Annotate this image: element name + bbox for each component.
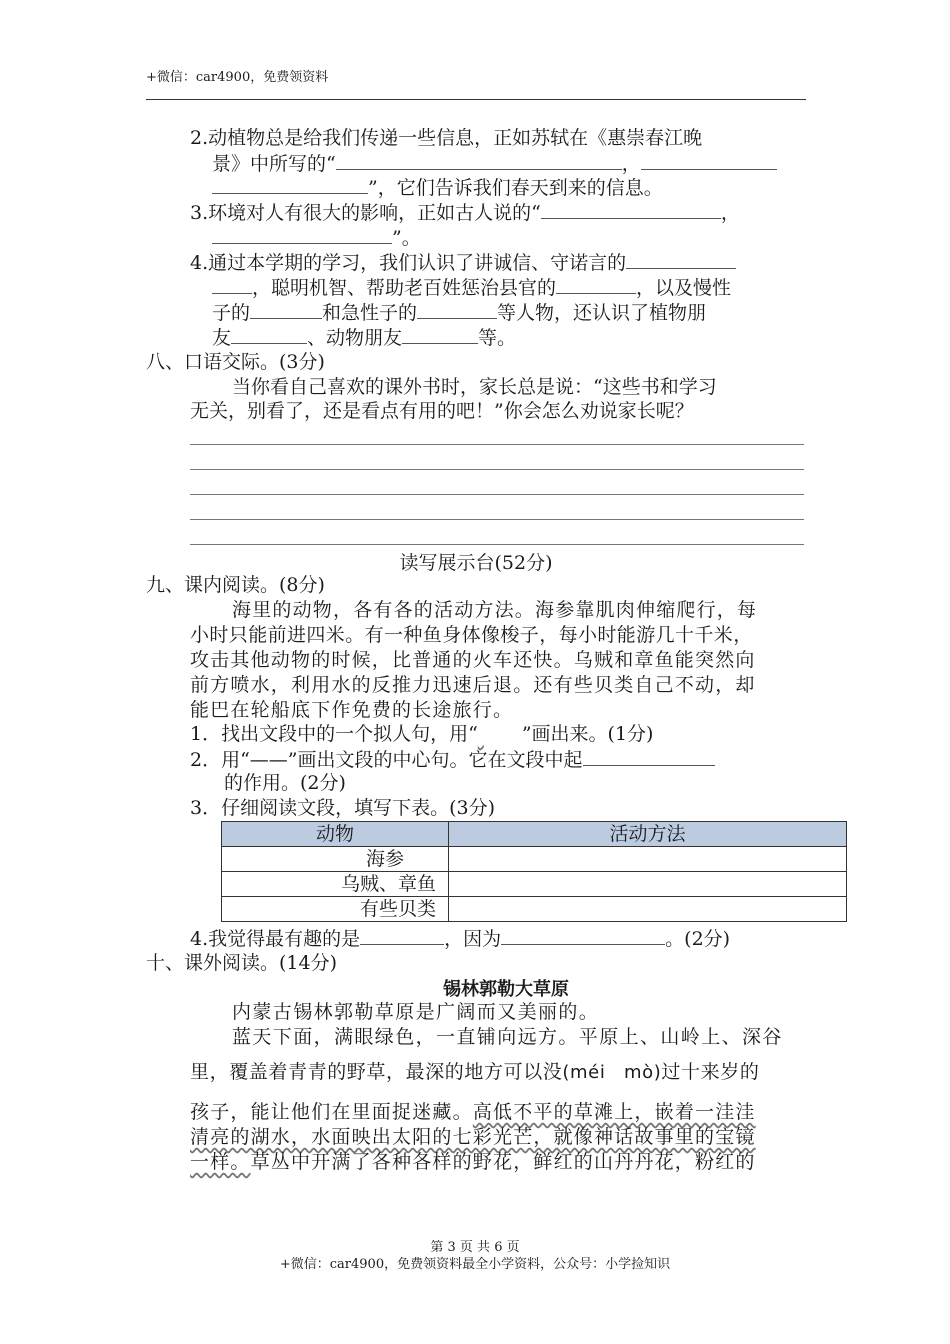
header-divider (146, 99, 806, 100)
q9-passage-line: 小时只能前进四米。有一种鱼身体像梭子，每小时能游几十千米， (190, 624, 753, 646)
answer-blank[interactable] (556, 275, 636, 294)
q9-sub3: 3．仔细阅读文段，填写下表。(3分) (190, 797, 496, 819)
q7-item4-text2: ，聪明机智、帮助老百姓惩治县官的 (252, 277, 557, 299)
q9-sub1 (190, 722, 653, 746)
story-title: 锡林郭勒大草原 (443, 979, 569, 1000)
answer-blank[interactable] (360, 926, 444, 945)
table-row (222, 847, 847, 872)
q9-sub4-text-a: 4.我觉得最有趣的是 (190, 928, 361, 950)
q7-item2-sep: ， (621, 153, 641, 175)
q7-item2-line1: 2.动植物总是给我们传递一些信息，正如苏轼在《惠崇春江晚 (190, 127, 703, 149)
q7-item3-suffix: ”。 (392, 227, 421, 249)
answer-blank[interactable] (212, 275, 252, 294)
answer-blank[interactable] (417, 300, 497, 319)
table-cell-animal: 有些贝类 (222, 897, 449, 922)
q7-item4-line3 (212, 300, 706, 325)
answer-line[interactable] (190, 519, 804, 520)
q10-paragraph-line (190, 1150, 756, 1174)
answer-blank[interactable] (541, 200, 721, 219)
table-cell-answer[interactable] (449, 897, 847, 922)
answer-blank[interactable] (231, 325, 307, 344)
q7-item3-line1 (190, 200, 740, 225)
q9-sub4-text-b: ，因为 (444, 928, 502, 950)
q10-paragraph-line: 内蒙古锡林郭勒草原是广阔而又美丽的。 (232, 1001, 600, 1023)
answer-blank[interactable] (212, 175, 368, 194)
table-cell-animal: 海参 (222, 847, 449, 872)
q7-item4-text2-end: ，以及慢性 (636, 277, 732, 299)
wavy-line-sample (478, 722, 522, 746)
activity-table (221, 821, 847, 922)
q10-wavy-text: 清亮的湖水，水面映出太阳的七彩光芒，就像神话故事里的宝镜 (190, 1126, 756, 1148)
q10-paragraph-line: 蓝天下面，满眼绿色，一直铺向远方。平原上、山岭上、深谷 (232, 1026, 783, 1048)
q10-text: 草丛中开满了各种各样的野花，鲜红的山丹丹花，粉红的 (250, 1151, 756, 1173)
table-header-row (222, 822, 847, 847)
q7-item4-text4b: 、动物朋友 (307, 327, 403, 349)
q10-wavy-text: 一样。 (190, 1151, 251, 1173)
q7-item3-line2 (212, 225, 421, 250)
q10-wavy-text: 高低不平的草滩上，嵌着一洼洼 (472, 1101, 756, 1123)
q10-paragraph-line (190, 1125, 756, 1149)
answer-blank[interactable] (626, 250, 736, 269)
q7-item4-text3c: 等人物，还认识了植物朋 (497, 302, 707, 324)
section-title: 读写展示台(52分) (399, 552, 553, 574)
q7-item4-text3a: 子的 (212, 302, 251, 324)
q7-item4-text4a: 友 (212, 327, 232, 349)
q8-prompt-line2: 无关，别看了，还是看点有用的吧！”你会怎么劝说家长呢？ (190, 400, 694, 422)
table-cell-answer[interactable] (449, 847, 847, 872)
q9-passage-line: 海里的动物，各有各的活动方法。海参靠肌肉伸缩爬行，每 (232, 599, 758, 621)
table-row (222, 897, 847, 922)
answer-line[interactable] (190, 494, 804, 495)
q8-prompt-line1: 当你看自己喜欢的课外书时，家长总是说：“这些书和学习 (232, 376, 717, 398)
q7-item4-text: 4.通过本学期的学习，我们认识了讲诚信、守诺言的 (190, 252, 627, 274)
q9-passage-line: 攻击其他动物的时候，比普通的火车还快。乌贼和章鱼能突然向 (190, 649, 756, 671)
q7-item4-line2 (212, 275, 731, 300)
q10-title: 十、课外阅读。(14分) (146, 952, 338, 974)
q10-paragraph-line (190, 1060, 759, 1085)
q10-text: 孩子，能让他们在里面捉迷藏。 (190, 1101, 473, 1123)
answer-blank[interactable] (212, 225, 392, 244)
q9-passage-line: 能巴在轮船底下作免费的长途旅行。 (190, 699, 514, 721)
answer-line[interactable] (190, 444, 804, 445)
table-header-method: 活动方法 (449, 822, 847, 847)
q9-sub2-line2: 的作用。(2分) (224, 772, 346, 794)
q7-item3-prefix: 3.环境对人有很大的影响，正如古人说的“ (190, 202, 541, 224)
q9-sub1-end: ”画出来。(1分) (521, 723, 654, 745)
answer-blank[interactable] (402, 325, 478, 344)
table-cell-answer[interactable] (449, 872, 847, 897)
page-number: 第 3 页 共 6 页 (430, 1240, 520, 1255)
q9-sub4 (190, 926, 730, 951)
answer-blank[interactable] (501, 926, 665, 945)
footer-note: +微信：car4900，免费领资料最全小学资料，公众号：小学捡知识 (279, 1257, 671, 1272)
table-cell-animal: 乌贼、章鱼 (222, 872, 449, 897)
pinyin-choice[interactable]: (méi mò) (562, 1062, 662, 1083)
q10-paragraph-line (190, 1100, 756, 1124)
answer-blank[interactable] (641, 151, 777, 170)
q7-item4-text3b: 和急性子的 (322, 302, 418, 324)
q7-item2-line2 (212, 151, 777, 176)
q9-sub2-text: 2．用“——”画出文段的中心句。它在文段中起 (190, 749, 583, 771)
q7-item4-line4 (212, 325, 516, 350)
q7-item4-line1 (190, 250, 736, 275)
q7-item4-text4c: 等。 (478, 327, 517, 349)
q9-sub2 (190, 747, 715, 772)
q7-item2-prefix: 景》中所写的“ (212, 153, 336, 175)
q9-sub1-text: 1．找出文段中的一个拟人句，用“ (190, 723, 478, 745)
q8-title: 八、口语交际。(3分) (146, 351, 325, 373)
q9-passage-line: 前方喷水，利用水的反推力迅速后退。还有些贝类自己不动，却 (190, 674, 756, 696)
q9-title: 九、课内阅读。(8分) (146, 574, 325, 596)
table-header-animal: 动物 (222, 822, 449, 847)
q7-item3-sep: ， (720, 202, 740, 224)
table-row (222, 872, 847, 897)
q7-item2-suffix: ”，它们告诉我们春天到来的信息。 (368, 177, 663, 199)
answer-blank[interactable] (583, 747, 715, 766)
answer-line[interactable] (190, 544, 804, 545)
answer-blank[interactable] (336, 151, 622, 170)
header-note: +微信：car4900，免费领资料 (146, 70, 329, 85)
answer-blank[interactable] (250, 300, 322, 319)
answer-line[interactable] (190, 469, 804, 470)
q7-item2-line3 (212, 175, 663, 200)
q9-sub4-text-c: 。(2分) (665, 928, 731, 950)
q10-text: 过十来岁的 (661, 1061, 760, 1083)
q10-text: 里，覆盖着青青的野草，最深的地方可以没 (190, 1061, 563, 1083)
